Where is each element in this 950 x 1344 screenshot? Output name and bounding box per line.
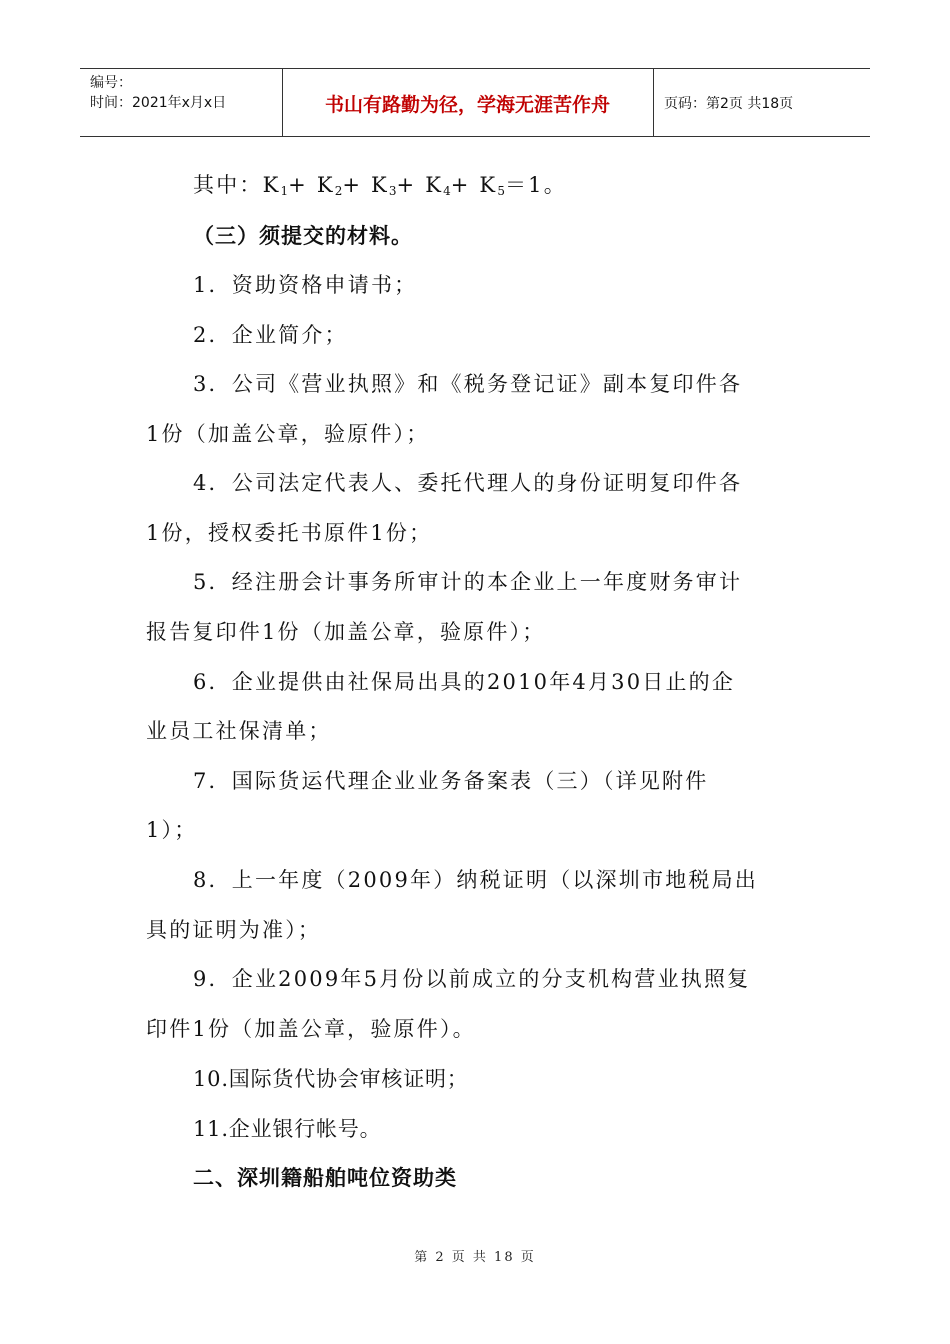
formula-term: $K_2+$ xyxy=(316,173,372,198)
list-item: 1．资助资格申请书； xyxy=(193,273,418,297)
section-heading: （三）须提交的材料。 xyxy=(193,224,413,248)
list-item: 10.国际货代协会审核证明； xyxy=(193,1067,469,1091)
page-footer: 第 2 页 共 18 页 xyxy=(414,1250,536,1265)
list-item-continuation: 报告复印件1份（加盖公章，验原件）； xyxy=(146,620,546,644)
list-item-continuation: 印件1份（加盖公章，验原件）。 xyxy=(146,1017,476,1041)
list-item: 8．上一年度（2009年）纳税证明（以深圳市地税局出 xyxy=(193,868,759,892)
list-item: 6．企业提供由社保局出具的2010年4月30日止的企 xyxy=(193,670,736,694)
list-item: 11.企业银行帐号。 xyxy=(193,1117,382,1141)
header-page-number: 页码：第2页 共18页 xyxy=(664,96,794,112)
list-item-continuation: 1份，授权委托书原件1份； xyxy=(146,521,433,545)
formula-term: $K_4+$ xyxy=(425,173,480,198)
list-item-continuation: 业员工社保清单； xyxy=(146,719,332,743)
list-item: 9．企业2009年5月份以前成立的分支机构营业执照复 xyxy=(193,967,751,991)
list-item-continuation: 1份（加盖公章，验原件）； xyxy=(146,422,430,446)
header-page-cell xyxy=(654,69,870,136)
formula-line xyxy=(193,170,853,206)
document-number: 编号： xyxy=(90,75,132,91)
list-item: 2．企业简介； xyxy=(193,323,348,347)
formula-term: $K_5$ xyxy=(479,173,505,198)
document-time: 时间：2021年x月x日 xyxy=(90,95,227,111)
formula-term: $K_3+$ xyxy=(371,173,426,198)
header-motto-cell xyxy=(282,69,654,136)
list-item: 7．国际货运代理企业业务备案表（三）（详见附件 xyxy=(193,769,709,793)
motto-text: 书山有路勤为径，学海无涯苦作舟 xyxy=(324,94,610,116)
header-meta-cell xyxy=(80,69,283,136)
formula-equals: ＝1。 xyxy=(504,173,567,197)
list-item-continuation: 1）； xyxy=(146,818,198,842)
next-section-heading: 二、深圳籍船舶吨位资助类 xyxy=(193,1166,457,1190)
page-header xyxy=(80,68,870,137)
list-item-continuation: 具的证明为准）； xyxy=(146,918,322,942)
list-item: 5．经注册会计事务所审计的本企业上一年度财务审计 xyxy=(193,570,743,594)
formula-prefix: 其中： xyxy=(193,173,263,197)
list-item: 3．公司《营业执照》和《税务登记证》副本复印件各 xyxy=(193,372,743,396)
formula-term: $K_1+$ xyxy=(262,173,317,198)
list-item: 4．公司法定代表人、委托代理人的身份证明复印件各 xyxy=(193,471,743,495)
